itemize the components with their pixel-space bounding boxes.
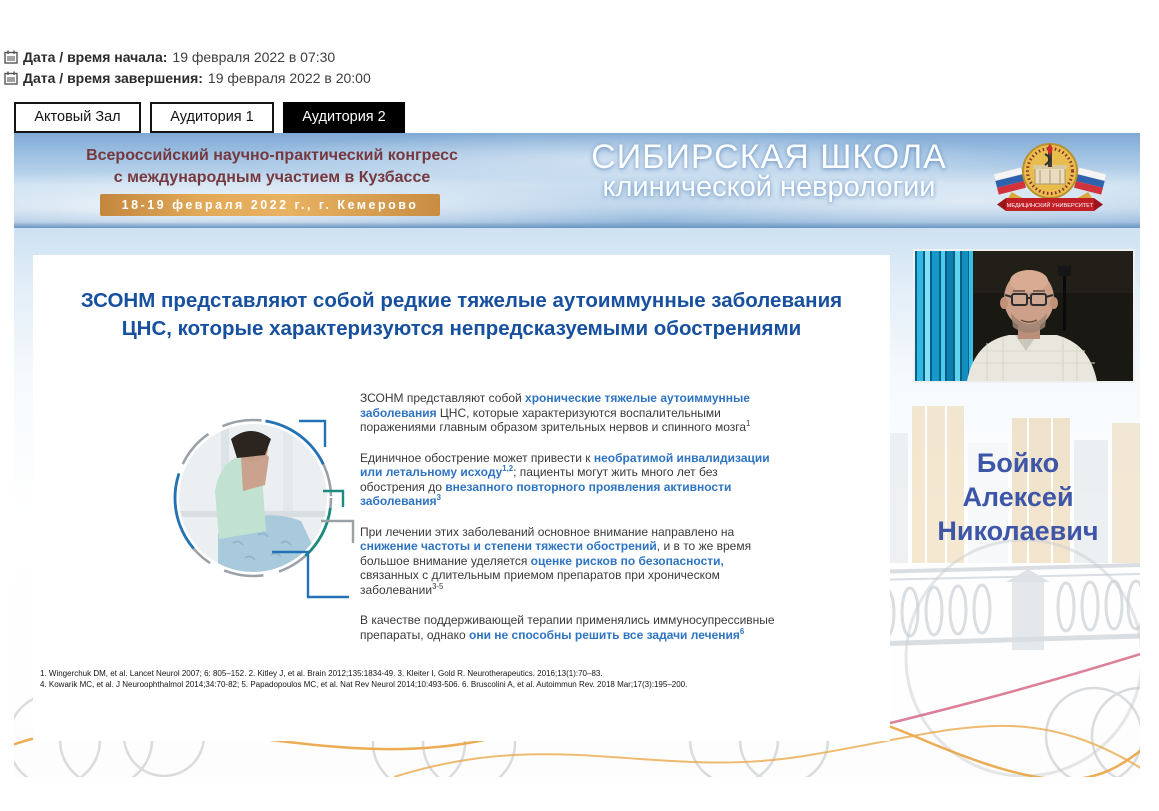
webcam-video[interactable] <box>913 249 1135 383</box>
speaker-firstname: Алексей <box>962 482 1074 512</box>
stream-player[interactable] <box>14 133 1140 777</box>
school-title-line-2: клинической неврологии <box>602 171 936 203</box>
calendar-icon <box>4 50 18 64</box>
patient-photo-illustration <box>163 403 393 618</box>
tab-auditoriya-2[interactable]: Аудитория 2 <box>283 102 405 133</box>
footnote-line-1: 1. Wingerchuk DM, et al. Lancet Neurol 2007; 6: 805–152. 2. Kitley J, et al. Brain 2012;135:1834-49. 3. Kleiter I, Gold R. Neurotherapeutics. 2016;13(1):70–83. <box>40 669 603 678</box>
slide-paragraph: Единичное обострение может привести к необратимой инвалидизации или летальному исходу$^{1,2}$; пациенты могут жить много лет без обострения до внезапного повторного проявления активности заболевания$^3$ <box>360 450 770 508</box>
slide-paragraph: В качестве поддерживающей терапии применялись иммуносупрессивные препараты, однако они не способны решить все задачи лечения$^6$ <box>360 613 775 642</box>
tab-auditoriya-1[interactable]: Аудитория 1 <box>150 102 274 133</box>
footnote-line-2: 4. Kowarik MC, et al. J Neuroophthalmol 2014;34:70-82; 5. Papadopoulos MC, et al. Nat Rev Neurol 2014;10:493-506. 6. Bruscolini A, et al. Autoimmun Rev. 2018 Mar;17(3):195–200. <box>40 679 688 689</box>
slide-title <box>33 287 890 343</box>
end-time-row <box>4 67 371 88</box>
event-times <box>4 46 371 88</box>
curtain <box>915 251 973 381</box>
speaker-name <box>898 446 1138 548</box>
congress-title <box>62 145 482 189</box>
slide-paragraph: ЗСОНМ представляют собой хронические тяжелые аутоиммунные заболевания ЦНС, которые характеризуются воспалительными поражениями главным образом зрительных нервов и спинного мозга$^1$ <box>360 391 751 434</box>
start-time-value: 19 февраля 2022 в 07:30 <box>172 48 336 65</box>
speaker-patronymic: Николаевич <box>937 516 1099 546</box>
congress-title-line-2: с международным участием в Кузбассе <box>113 169 431 186</box>
end-time-value: 19 февраля 2022 в 20:00 <box>207 69 371 86</box>
slide-footnotes <box>40 669 780 690</box>
slide-title-line-1: ЗСОНМ представляют собой редкие тяжелые аутоиммунные заболевания <box>80 289 843 312</box>
logo-ribbon-text: МЕДИЦИНСКИЙ УНИВЕРСИТЕТ <box>1006 202 1094 209</box>
stream-stage <box>14 228 1140 777</box>
school-title <box>529 138 1009 204</box>
tab-aktovyj-zal[interactable]: Актовый Зал <box>14 102 141 133</box>
room-tabs <box>14 102 405 133</box>
conference-banner <box>14 133 1140 228</box>
tripod <box>1063 273 1066 331</box>
congress-date-bar: 18-19 февраля 2022 г., г. Кемерово <box>100 194 440 216</box>
fence <box>870 565 1140 650</box>
congress-title-line-1: Всероссийский научно-практический конгресс <box>86 147 458 164</box>
speaker-surname: Бойко <box>976 448 1060 478</box>
webcam-scene <box>915 251 1133 381</box>
school-title-line-1: СИБИРСКАЯ ШКОЛА <box>591 138 947 176</box>
start-time-row <box>4 46 371 67</box>
presentation-slide <box>33 255 890 741</box>
slide-title-line-2: ЦНС, которые характеризуются непредсказуемыми обострениями <box>121 317 802 340</box>
slide-paragraphs <box>360 391 784 658</box>
start-time-label: Дата / время начала: <box>23 48 168 65</box>
university-logo <box>994 139 1106 221</box>
slide-paragraph: При лечении этих заболеваний основное внимание направлено на снижение частоты и степени тяжести обострений, и в то же время большое внимание уделяется оценке рисков по безопасности, связанных с длительным приемом препаратов при хроническом заболевании$^{3-5}$ <box>360 524 752 597</box>
calendar-icon <box>4 71 18 85</box>
end-time-label: Дата / время завершения: <box>23 69 203 86</box>
